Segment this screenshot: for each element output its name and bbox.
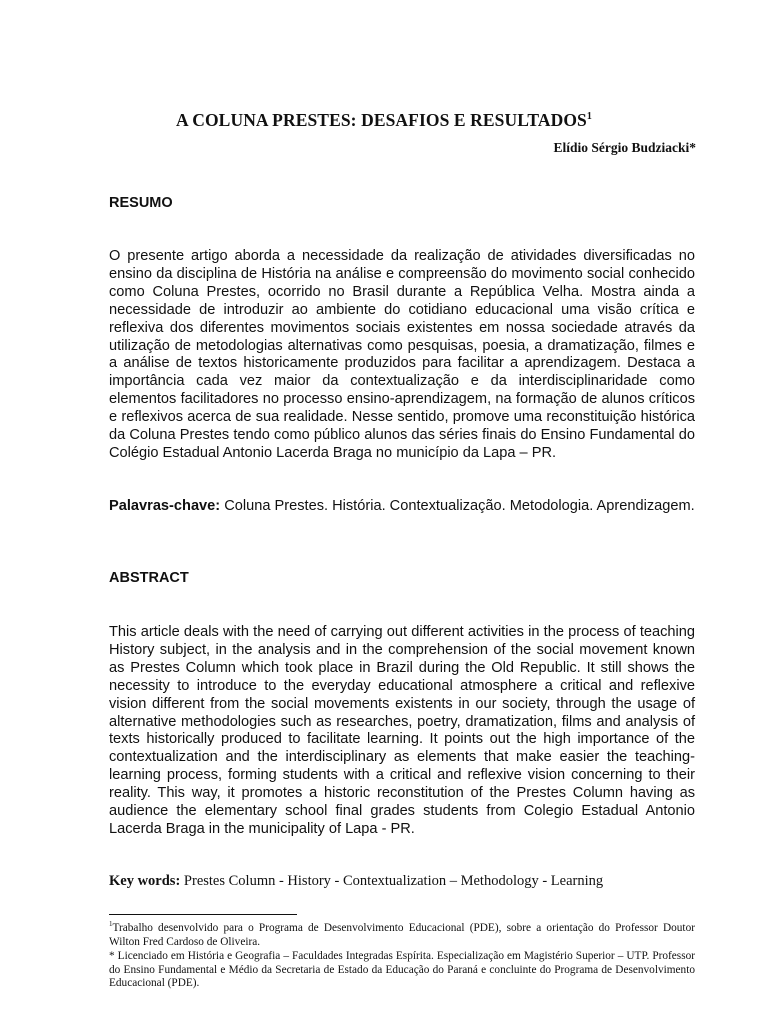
abstract-heading: ABSTRACT (109, 570, 189, 586)
resumo-keywords-label: Palavras-chave: (109, 498, 221, 514)
title-footnote-mark: 1 (586, 111, 592, 123)
footnote-1-text: Trabalho desenvolvido para o Programa de Desenvolvimento Educacional (PDE), sobre a orientação do Professor Doutor Wilton Fred Cardoso de Oliveira. (109, 922, 695, 948)
resumo-heading: RESUMO (109, 195, 173, 211)
resumo-keywords (109, 498, 695, 516)
footnote-divider (109, 914, 297, 915)
author-name: Elídio Sérgio Budziacki* (553, 140, 696, 155)
abstract-keywords-text: Prestes Column - History - Contextualization – Methodology - Learning (183, 873, 604, 889)
paper-title (0, 110, 768, 131)
footnote-1-mark: 1 (109, 920, 113, 929)
abstract-body: This article deals with the need of carrying out different activities in the process of teaching History subject, in the analysis and in the comprehension of the social movement known as Prestes Column which took place in Brazil during the Old Republic. It still shows the necessity to introduce to the everyday educational atmosphere a critical and reflexive vision different from the social movements existents in our society, through the usage of alternative methodologies such as researches, poetry, dramatization, films and analysis of texts historically produced to facilitate learning. It points out the high importance of the contextualization and the interdisciplinary as elements that make easier the teaching-learning process, forming students with a critical and reflexive vision concerning to their reality. This way, it promotes a historic reconstitution of the Prestes Column having as audience the elementary school final grades students from Colegio Estadual Antonio Lacerda Braga in the municipality of Lapa - PR. (109, 624, 695, 837)
resumo-body: O presente artigo aborda a necessidade da realização de atividades diversificadas no ensino da disciplina de História na análise e compreensão do movimento social conhecido como Coluna Prestes, ocorrido no Brasil durante a República Velha. Mostra ainda a necessidade de introduzir ao ambiente do cotidiano educacional uma visão crítica e reflexiva dos diferentes movimentos sociais existentes em nossa sociedade através da utilização de metodologias alternativas como pesquisas, poesia, a dramatização, filmes e a análise de textos historicamente produzidos para facilitar a aprendizagem. Destaca a importância cada vez maior da contextualização e da interdisciplinaridade como elementos facilitadores no processo ensino-aprendizagem, na formação de alunos críticos e reflexivos acerca de sua realidade. Nesse sentido, promove uma reconstituição histórica da Coluna Prestes tendo como público alunos das séries finais do Ensino Fundamental do Colégio Estadual Antonio Lacerda Braga no município da Lapa – PR. (109, 248, 695, 461)
footnote-2: * Licenciado em História e Geografia – Faculdades Integradas Espírita. Especialização em Magistério Superior – UTP. Professor do Ensino Fundamental e Médio da Secretaria de Estado da Educação do Paraná e concluinte do Programa de Desenvolvimento Educacional (PDE). (109, 950, 695, 989)
footnote-1 (109, 922, 695, 949)
abstract-keywords-label: Key words: (109, 873, 181, 889)
paper-title-text: A COLUNA PRESTES: DESAFIOS E RESULTADOS (175, 110, 587, 130)
abstract-keywords (109, 873, 603, 890)
resumo-keywords-text: Coluna Prestes. História. Contextualização. Metodologia. Aprendizagem. (224, 498, 695, 514)
